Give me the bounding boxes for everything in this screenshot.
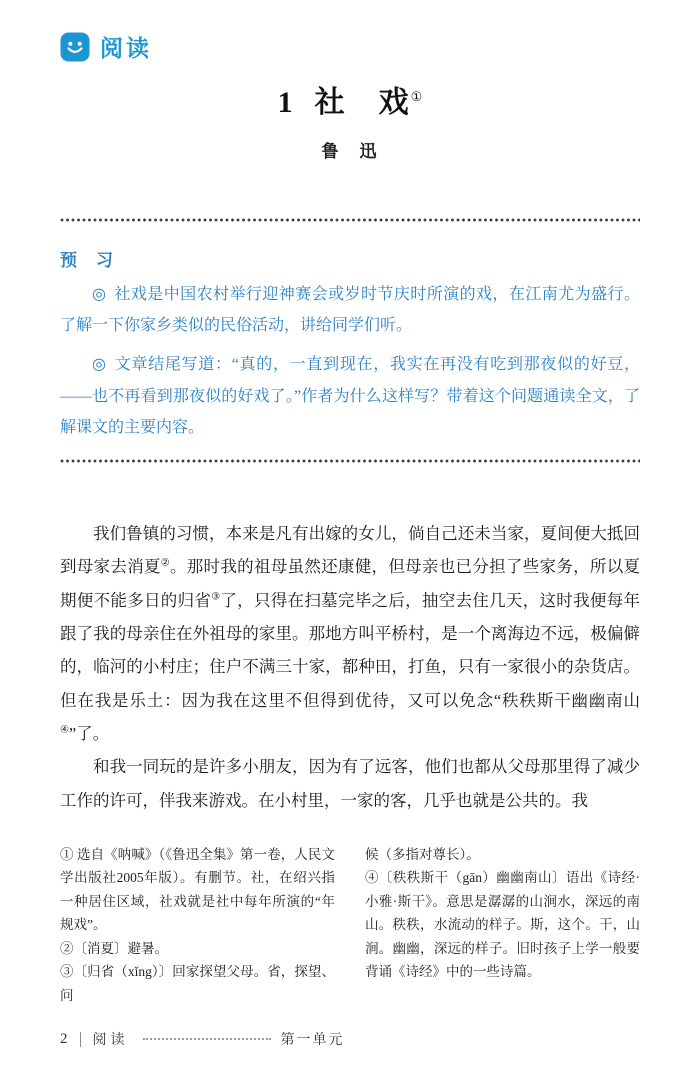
footnotes-left-column: [60, 843, 335, 1007]
page-header: [60, 30, 640, 63]
bullet-icon: ◎: [92, 286, 107, 303]
lesson-body: [60, 517, 640, 817]
title-block: [60, 63, 640, 162]
footnote-continuation: 候（多指对尊长）。: [365, 846, 480, 862]
preview-item-text: 社戏是中国农村举行迎神赛会或岁时节庆时所演的戏，在江南尤为盛行。了解一下你家乡类似的民俗活动，讲给同学们听。: [60, 286, 640, 335]
dotted-divider-bottom: [60, 459, 640, 463]
body-paragraph: 和我一同玩的是许多小朋友，因为有了远客，他们也都从父母那里得了减少工作的许可，伴我来游戏。在小村里，一家的客，几乎也就是公共的。我: [60, 757, 640, 810]
footnote: ④〔秩秩斯干（gān）幽幽南山〕语出《诗经·小雅·斯干》。意思是潺潺的山涧水，深远的南山。秩秩，水流动的样子。斯，这个。干，山涧。幽幽，深远的样子。旧时孩子上学一般要背诵《诗经》中的一些诗篇。: [365, 870, 640, 980]
preview-item: [60, 279, 640, 341]
smiley-reading-icon: [60, 32, 90, 62]
lesson-number: 1: [277, 86, 295, 119]
page-number: 2: [60, 1030, 68, 1047]
footer-series-label: 阅读: [92, 1033, 129, 1049]
footnote: ③〔归省（xǐng）〕回家探望父母。省，探望、问: [60, 964, 335, 1003]
footnote: ① 选自《呐喊》（《鲁迅全集》第一卷，人民文学出版社2005年版）。有删节。社，在绍兴指一种居住区域，社戏就是社中每年所演的“年规戏”。: [60, 846, 335, 933]
footer-unit-label: 第一单元: [280, 1033, 345, 1049]
footnote: ②〔消夏〕避暑。: [60, 940, 168, 956]
series-label: 阅读: [100, 35, 152, 61]
body-paragraph: 我们鲁镇的习惯，本来是凡有出嫁的女儿，倘自己还未当家，夏间便大抵回到母家去消夏②。那时我的祖母虽然还康健，但母亲也已分担了些家务，所以夏期便不能多日的归省③了，只得在扫墓完毕之后，抽空去住几天，这时我便每年跟了我的母亲住在外祖母的家里。那地方叫平桥村，是一个离海边不远，极偏僻的，临河的小村庄；住户不满三十家，都种田，打鱼，只有一家很小的杂货店。但在我是乐土：因为我在这里不但得到优待，又可以免念“秩秩斯干幽幽南山④”了。: [60, 523, 641, 743]
preview-section: [60, 246, 640, 443]
footer-divider: [80, 1032, 81, 1047]
preview-heading: 预 习: [60, 251, 114, 270]
title-footnote-ref: ①: [410, 89, 423, 104]
preview-item: [60, 349, 640, 443]
dotted-divider-top: [60, 218, 640, 222]
author-name: 鲁 迅: [321, 142, 379, 161]
footer-dotted-leader: [143, 1038, 271, 1040]
preview-item-text: 文章结尾写道：“真的，一直到现在，我实在再没有吃到那夜似的好豆，——也不再看到那夜似的好戏了。”作者为什么这样写？带着这个问题通读全文，了解课文的主要内容。: [60, 356, 640, 436]
lesson-title-text: 社 戏: [314, 86, 411, 119]
bullet-icon: ◎: [92, 356, 107, 374]
lesson-title: [60, 77, 640, 121]
page-footer: [60, 1007, 640, 1049]
footnotes-right-column: [365, 843, 640, 1007]
footnotes: [60, 843, 640, 1007]
